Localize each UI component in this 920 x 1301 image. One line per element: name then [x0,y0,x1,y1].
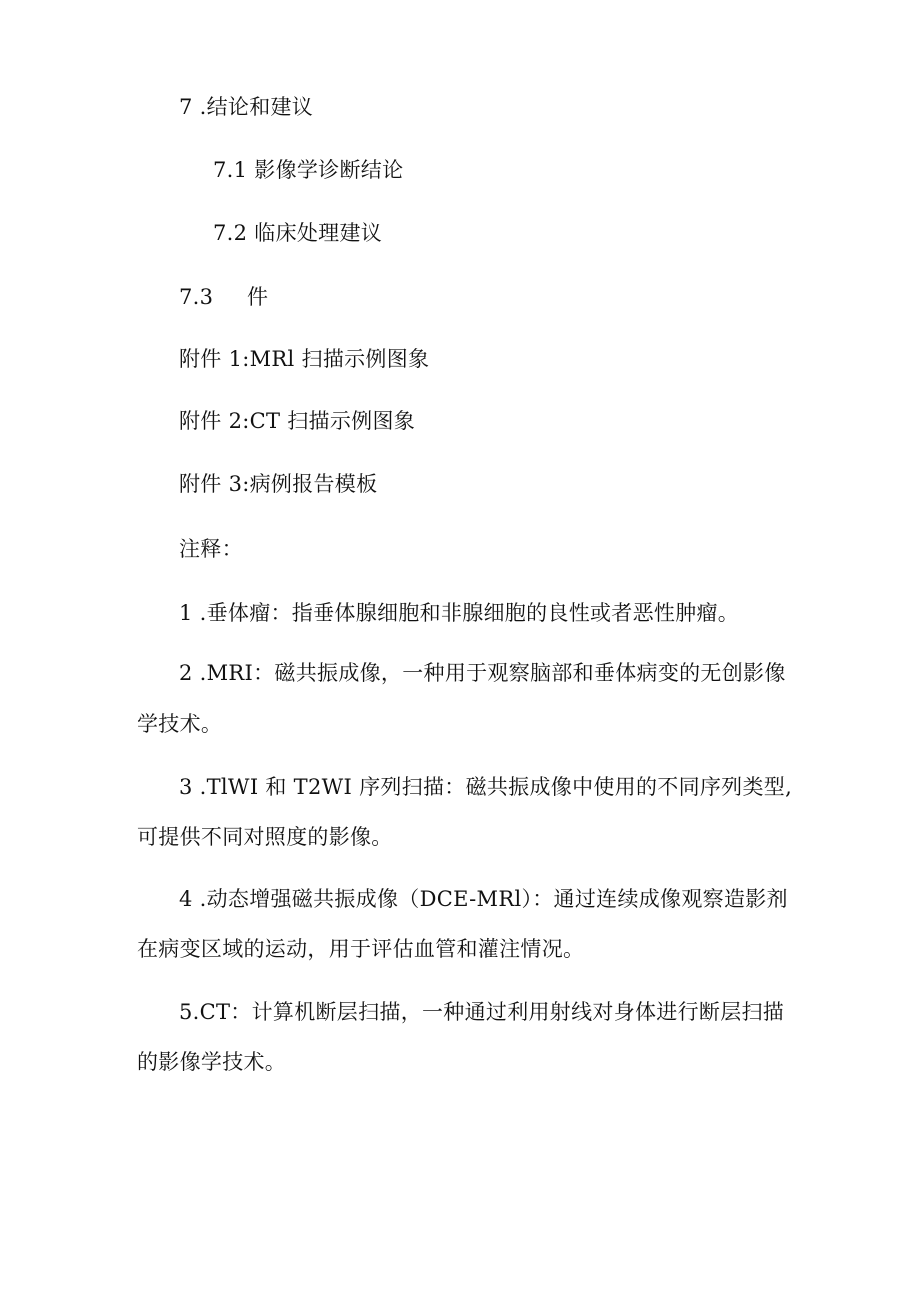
subsection-7-3-number: 7.3 [179,285,214,309]
note-4-line-2: 在病变区域的运动，用于评估血管和灌注情况。 [137,937,585,961]
note-2-line-1: 2 .MRI：磁共振成像，一种用于观察脑部和垂体病变的无创影像 [179,661,786,685]
note-1: 1 .垂体瘤：指垂体腺细胞和非腺细胞的良性或者恶性肿瘤。 [179,601,740,625]
note-2-line-2: 学技术。 [137,712,223,736]
note-5-line-1: 5.CT：计算机断层扫描，一种通过利用射线对身体进行断层扫描 [179,1000,785,1024]
section-title: 7 .结论和建议 [179,95,314,119]
notes-heading: 注释： [179,537,243,561]
note-5-line-2: 的影像学技术。 [137,1050,287,1074]
note-3-line-1: 3 .TlWI 和 T2WI 序列扫描：磁共振成像中使用的不同序列类型, [179,775,793,799]
note-3-line-2: 可提供不同对照度的影像。 [137,825,393,849]
attachment-3: 附件 3:病例报告模板 [179,472,378,496]
attachment-1: 附件 1:MRl 扫描示例图象 [179,347,430,371]
attachment-2: 附件 2:CT 扫描示例图象 [179,409,416,433]
subsection-7-2: 7.2 临床处理建议 [213,221,383,245]
note-4-line-1: 4 .动态增强磁共振成像（DCE-MRl）：通过连续成像观察造影剂 [179,887,788,911]
subsection-7-3-text: 件 [247,285,269,309]
subsection-7-1: 7.1 影像学诊断结论 [213,158,404,182]
